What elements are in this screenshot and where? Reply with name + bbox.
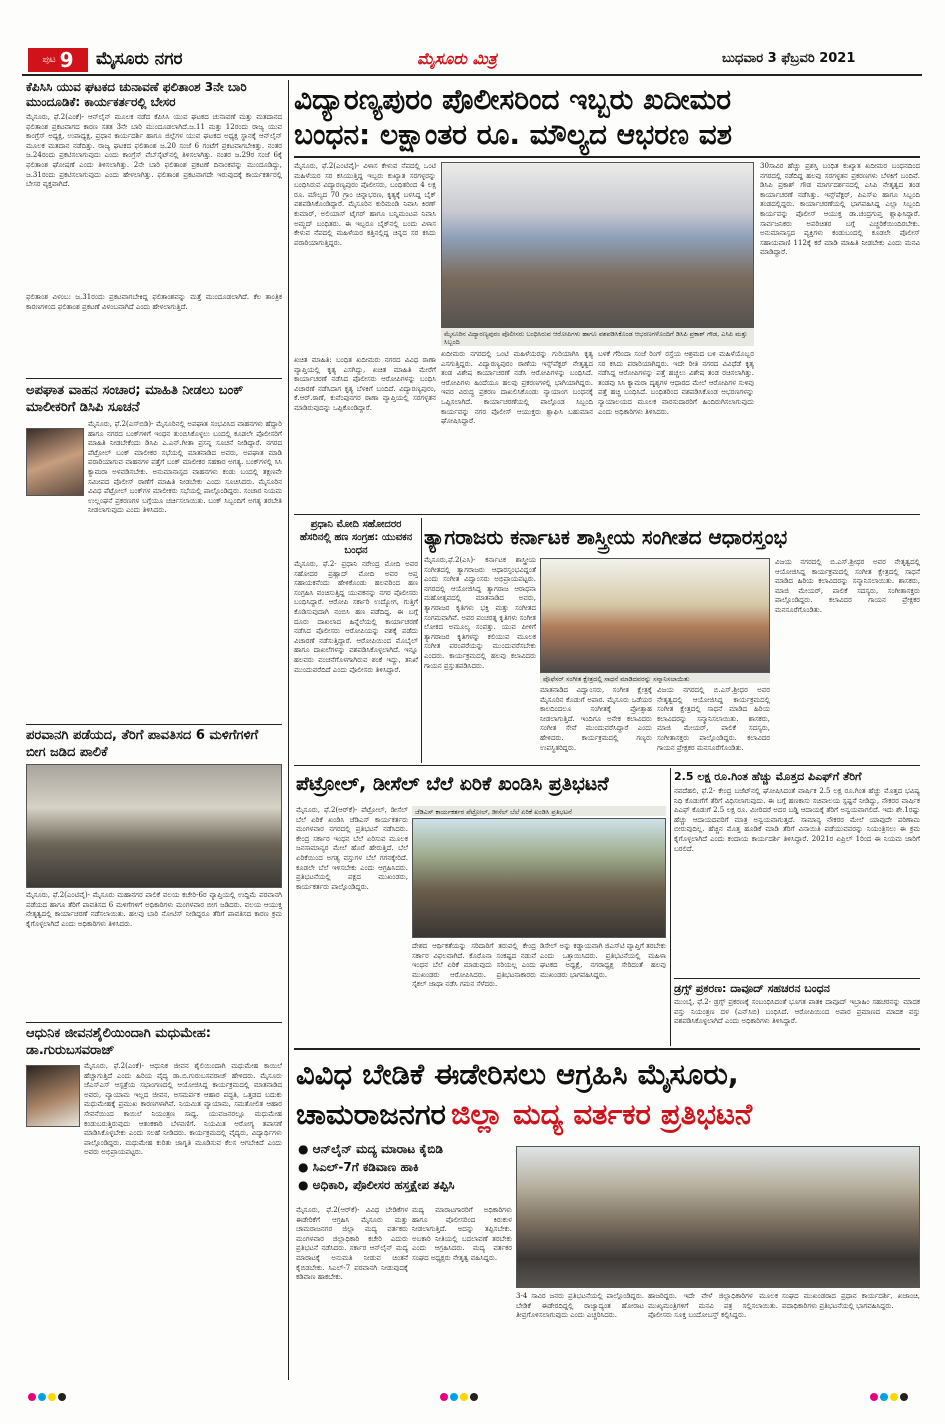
divider [26, 378, 282, 379]
body: ಮುಂಬೈ, ಫೆ.2- ಡ್ರಗ್ಸ್ ಪ್ರಕರಣಕ್ಕೆ ಸಂಬಂಧಿಸಿದಂತೆ ಭೂಗತ ಪಾತಕಿ ದಾವೂದ್ ಇಬ್ರಾಹಿಂ ಸಹಚರನನ್ನು ಮಾದಕ ವಸ್ತು ನಿಯಂತ್ರಣ ದಳ (ಎನ್‌ಸಿಬಿ) ಬಂಧಿಸಿದೆ. ಆರೋಪಿಯಿಂದ ಅಪಾರ ಪ್ರಮಾಣದ ಮಾದಕ ವಸ್ತು ವಶಪಡಿಸಿಕೊಳ್ಳಲಾಗಿದೆ ಎಂದು ಅಧಿಕಾರಿಗಳು ತಿಳಿಸಿದ್ದಾರೆ. [674, 998, 920, 1026]
music-body-right: ವಿಜಯ ನಗರದಲ್ಲಿ ಬಿ.ಎಸ್.ಶ್ರೀಧರ ಅವರ ನೇತೃತ್ವದಲ್ಲಿ ಆಯೋಜಿಸಿದ್ದ ಕಾರ್ಯಕ್ರಮದಲ್ಲಿ ಸಂಗೀತ ಕ್ಷೇತ್ರದಲ್ಲಿ ಸಾಧನೆ ಮಾಡಿದ ಹಿರಿಯ ಕಲಾವಿದರನ್ನು ಸನ್ಮಾನಿಸಲಾಯಿತು. ಶಾಸಕರು, ಮಾಜಿ ಮೇಯರ್, ಪಾಲಿಕೆ ಸದಸ್ಯರು, ಸಂಗೀತಾಸಕ್ತರು ಪಾಲ್ಗೊಂಡಿದ್ದರು. ಕಲಾವಿದರ ಗಾಯನ ಪ್ರೇಕ್ಷಕರ ಮನಸೂರೆಗೊಂಡಿತು. [775, 558, 920, 614]
bullet-text: ಅಧಿಕಾರಿ, ಪೊಲೀಸರ ಹಸ್ತಕ್ಷೇಪ ತಪ್ಪಿಸಿ [312, 1178, 455, 1192]
headline-line2-black: ಚಾಮರಾಜನಗರ [296, 1097, 446, 1131]
liquor-protest-photo [516, 1146, 920, 1288]
col1-story-youth [26, 80, 282, 378]
cmyk-dot [58, 1393, 66, 1401]
headline: ಡ್ರಗ್ಸ್ ಪ್ರಕರಣ: ದಾವೂದ್ ಸಹಚರನ ಬಂಧನ [674, 982, 830, 995]
cmyk-dot [48, 1393, 56, 1401]
liquor-body-1: ಮೈಸೂರು, ಫೆ.2(ಆರ್‌ಕೆ)- ವಿವಿಧ ಬೇಡಿಕೆಗಳ ಈಡೇರಿಕೆಗೆ ಆಗ್ರಹಿಸಿ ಮೈಸೂರು ಮತ್ತು ಚಾಮರಾಜನಗರ ಜಿಲ್ಲಾ ಮದ್ಯ ವರ್ತಕರು ಮಂಗಳವಾರ ಜಿಲ್ಲಾಧಿಕಾರಿ ಕಚೇರಿ ಎದುರು ಪ್ರತಿಭಟನೆ ನಡೆಸಿದರು. ಸರ್ಕಾರ ಆನ್‌ಲೈನ್ ಮದ್ಯ ಮಾರಾಟಕ್ಕೆ ಅನುಮತಿ ನೀಡುವ ಚಿಂತನೆ ಕೈಬಿಡಬೇಕು. ಸಿಎಲ್-7 ಪರವಾನಗಿ ನೀಡುವುದಕ್ಕೆ ಕಡಿವಾಣ ಹಾಕಬೇಕು. [296, 1206, 408, 1282]
bullet-item: ● ಆನ್‌ಲೈನ್ ಮದ್ಯ ಮಾರಾಟ ಕೈಬಿಡಿ [298, 1142, 443, 1156]
liquor-body-4: ಹಾಜರಿದ್ದರು. ಇದೇ ವೇಳೆ ಜಿಲ್ಲಾಧಿಕಾರಿಗಳ ಮೂಲಕ ಮುಖ್ಯಮಂತ್ರಿಗಳಿಗೆ ಮನವಿ ಪತ್ರ ಸಲ್ಲಿಸಲಾಯಿತು. ಪೊಲೀಸರು ಸೂಕ್ತ ಬಂದೋಬಸ್ತ್ ಕಲ್ಪಿಸಿದ್ದರು. [648, 1292, 778, 1320]
petrol-photo-caption: ಜೆಡಿಎಸ್ ಕಾರ್ಯಕರ್ತರ ಪೆಟ್ರೋಲ್, ಡೀಸೆಲ್ ಬೆಲೆ ಏರಿಕೆ ಖಂಡಿಸಿ ಪ್ರತಿಭಟನೆ [412, 806, 666, 816]
sealed-shops-photo [26, 764, 282, 888]
liquor-bullets [298, 1140, 508, 1194]
divider [294, 514, 920, 515]
bullet-text: ಆನ್‌ಲೈನ್ ಮದ್ಯ ಮಾರಾಟ ಕೈಬಿಡಿ [312, 1142, 443, 1156]
headline: ಕೆಪಿಸಿಸಿ ಯುವ ಘಟಕದ ಚುನಾವಣೆ ಫಲಿತಾಂಶ 3ನೇ ಬಾರಿ ಮುಂದೂಡಿಕೆ: ಕಾರ್ಯಕರ್ತರಲ್ಲಿ ಬೇಸರ [26, 80, 247, 109]
subsection: ಫಲಿತಾಂಶ ವಿಳಂಬ: ಜ.31ರಂದು ಪ್ರಕಟವಾಗಬೇಕಿದ್ದ ಫಲಿತಾಂಶವನ್ನು ಮತ್ತೆ ಮುಂದೂಡಲಾಗಿದೆ. ಕೆಲ ತಾಂತ್ರಿಕ ಕಾರಣಗಳಿಂದ ಫಲಿತಾಂಶ ಪ್ರಕಟಣೆ ವಿಳಂಬವಾಗಿದೆ ಎಂದು ಹೇಳಲಾಗುತ್ತಿದೆ. [26, 293, 282, 311]
petrol-protest-photo [412, 818, 666, 938]
petrol-headline: ಪೆಟ್ರೋಲ್, ಡೀಸೆಲ್ ಬೆಲೆ ಏರಿಕೆ ಖಂಡಿಸಿ ಪ್ರತಿಭಟನೆ [296, 773, 609, 795]
page-number: 9 [59, 48, 74, 72]
headline: ಪರವಾನಗಿ ಪಡೆಯದ, ತೆರಿಗೆ ಪಾವತಿಸದ 6 ಮಳಿಗೆಗಳಿಗೆ ಬೀಗ ಜಡಿದ ಪಾಲಿಕೆ [26, 728, 259, 760]
col1-story-diabetes [26, 1025, 282, 1392]
bullet-text: ಸಿಎಲ್-7ಗೆ ಕಡಿವಾಣ ಹಾಕಿ [312, 1160, 419, 1174]
divider [26, 1022, 282, 1023]
cmyk-dot [450, 1393, 458, 1401]
lead-photo-caption: ಮೈಸೂರಿನ ವಿದ್ಯಾರಣ್ಯಪುರಂ ಪೊಲೀಸರು ಬಂಧಿಸಿರುವ ಆರೋಪಿಗಳು ಹಾಗೂ ವಶಪಡಿಸಿಕೊಂಡ ಆಭರಣಗಳೊಂದಿಗೆ ಡಿಸಿಪಿ ಪ್ರಕಾಶ್ ಗೌಡ, ಎಸಿಪಿ ಮತ್ತು ಸಿಬ್ಬಂದಿ [441, 328, 754, 346]
lead-body-left: ಮೈಸೂರು, ಫೆ.2(ಎಂಟಿವೈ)- ವಿಳಾಸ ಕೇಳುವ ನೆಪದಲ್ಲಿ ಒಂಟಿ ಮಹಿಳೆಯರ ಸರ ಕಸಿಯುತ್ತಿದ್ದ ಇಬ್ಬರು ಕುಖ್ಯಾತ ಸರಗಳ್ಳರನ್ನು ಬಂಧಿಸಿರುವ ವಿದ್ಯಾರಣ್ಯಪುರಂ ಪೊಲೀಸರು, ಬಂಧಿತರಿಂದ 4 ಲಕ್ಷ ರೂ. ಮೌಲ್ಯದ 70 ಗ್ರಾಂ ಚಿನ್ನಾಭರಣ, ಕೃತ್ಯಕ್ಕೆ ಬಳಸಿದ್ದ ಬೈಕ್ ವಶಪಡಿಸಿಕೊಂಡಿದ್ದಾರೆ. ಮೈಸೂರಿನ ಕುರಿಮಂಡಿ ನಿವಾಸಿ ಕಿರಣ್ ಕುಮಾರ್, ಅಲಿಯಾಸ್ ಟೈಗರ್ ಹಾಗೂ ಬನ್ನಿಮಂಟಪ ನಿವಾಸಿ ಅಮ್ಜದ್ ಬಂಧಿತರು. ಈ ಇಬ್ಬರೂ ಬೈಕ್‌ನಲ್ಲಿ ಬಂದು ವಿಳಾಸ ಕೇಳುವ ನೆಪದಲ್ಲಿ ಮಹಿಳೆಯರ ಕತ್ತಿನಲ್ಲಿದ್ದ ಚಿನ್ನದ ಸರ ಕಸಿದು ಪರಾರಿಯಾಗುತ್ತಿದ್ದರು. [294, 162, 436, 247]
bullet-item: ● ಅಧಿಕಾರಿ, ಪೊಲೀಸರ ಹಸ್ತಕ್ಷೇಪ ತಪ್ಪಿಸಿ [298, 1178, 455, 1192]
cmyk-dot [460, 1393, 468, 1401]
lead-headline-line1: ವಿದ್ಯಾರಣ್ಯಪುರಂ ಪೊಲೀಸರಿಂದ ಇಬ್ಬರು ಖದೀಮರ [294, 83, 732, 116]
cmyk-dot [900, 1393, 908, 1401]
cmyk-dot [38, 1393, 46, 1401]
registration-marks-left [28, 1386, 68, 1405]
registration-marks-right [870, 1386, 910, 1405]
music-photo-caption: ಪ್ರೊಫೆಸರ್ ಸಂಗೀತ ಕ್ಷೇತ್ರದಲ್ಲಿ ಸಾಧನೆ ಮಾಡಿದವರನ್ನು ಸನ್ಮಾನಿಸಲಾಯಿತು [540, 673, 770, 683]
lead-body-right: ಬಳಕೆ ಗೆರಿಂದಾ ಸಂಜೆ ರಿಂಗ್ ರಸ್ತೆಯ ಆಶ್ರಮದ ಬಳಿ ಮಹಿಳೆಯೊಬ್ಬರ ಸರ ಕಸಿದು ಪರಾರಿಯಾಗಿದ್ದರು. ಇದೇ ರೀತಿ ನಗರದ ವಿವಿಧೆಡೆ ಕೃತ್ಯ ನಡೆಸಿದ್ದ ಆರೋಪಿಗಳನ್ನು ಪತ್ತೆ ಹಚ್ಚಲು ವಿಶೇಷ ತಂಡ ರಚಿಸಲಾಗಿತ್ತು. ತಂಡವು ಸಿಸಿ ಕ್ಯಾಮರಾ ದೃಶ್ಯಗಳ ಆಧಾರದ ಮೇಲೆ ಆರೋಪಿಗಳ ಸುಳಿವು ಪತ್ತೆ ಹಚ್ಚಿ ಬಂಧಿಸಿದೆ. ಬಂಧಿತರಿಂದ ವಶಪಡಿಸಿಕೊಂಡ ಆಭರಣಗಳನ್ನು ನ್ಯಾಯಾಲಯದ ಮೂಲಕ ವಾರಸುದಾರರಿಗೆ ಹಿಂದಿರುಗಿಸಲಾಗುವುದು ಎಂದು ಅಧಿಕಾರಿಗಳು ತಿಳಿಸಿದರು. [598, 350, 754, 416]
masthead: ಮೈಸೂರು ಮಿತ್ರ [417, 49, 497, 68]
petrol-body-right: ಡಿಸೇಲ್ ಅನ್ನು ಕಡ್ಡಾಯವಾಗಿ ಜಿಎಸ್‌ಟಿ ವ್ಯಾಪ್ತಿಗೆ ತರಬೇಕು ಎಂದು ಒತ್ತಾಯಿಸಿದರು. ಪ್ರತಿಭಟನೆಯಲ್ಲಿ ಮಹಿಳಾ ಘಟಕದ ಅಧ್ಯಕ್ಷೆ, ನಗರಾಧ್ಯಕ್ಷ ಸೇರಿದಂತೆ ಹಲವು ಮುಖಂಡರು ಭಾಗವಹಿಸಿದ್ದರು. [540, 942, 666, 979]
liquor-body-5: ಸಂಘದ ಮುಖಂಡರಾದ ಪ್ರಧಾನ ಕಾರ್ಯದರ್ಶಿ, ಖಜಾಂಚಿ, ಪದಾಧಿಕಾರಿಗಳು ಪ್ರತಿಭಟನೆಯಲ್ಲಿ ಭಾಗವಹಿಸಿದ್ದರು. [782, 1292, 920, 1310]
music-body-mid2: ವಿಜಯ ನಗರದಲ್ಲಿ ಬಿ.ಎಸ್.ಶ್ರೀಧರ ಅವರ ನೇತೃತ್ವದಲ್ಲಿ ಆಯೋಜಿಸಿದ್ದ ಕಾರ್ಯಕ್ರಮದಲ್ಲಿ ಸಂಗೀತ ಕ್ಷೇತ್ರದಲ್ಲಿ ಸಾಧನೆ ಮಾಡಿದ ಹಿರಿಯ ಕಲಾವಿದರನ್ನು ಸನ್ಮಾನಿಸಲಾಯಿತು. ಶಾಸಕರು, ಮಾಜಿ ಮೇಯರ್, ಪಾಲಿಕೆ ಸದಸ್ಯರು, ಸಂಗೀತಾಸಕ್ತರು ಪಾಲ್ಗೊಂಡಿದ್ದರು. ಕಲಾವಿದರ ಗಾಯನ ಪ್ರೇಕ್ಷಕರ ಮನಸೂರೆಗೊಂಡಿತು. [657, 686, 770, 752]
issue-date: ಬುಧವಾರ 3 ಫೆಬ್ರವರಿ 2021 [722, 51, 856, 66]
page-label: ಪುಟ [42, 55, 56, 65]
column-rule [288, 80, 289, 1380]
body: ನವದೆಹಲಿ, ಫೆ.2- ಕೇಂದ್ರ ಬಜೆಟ್‌ನಲ್ಲಿ ಘೋಷಿಸಿದಂತೆ ವಾರ್ಷಿಕ 2.5 ಲಕ್ಷ ರೂ.ಗಿಂತ ಹೆಚ್ಚು ಮೊತ್ತದ ಭವಿಷ್ಯ ನಿಧಿ ಕೊಡುಗೆಗೆ ತೆರಿಗೆ ವಿಧಿಸಲಾಗುವುದು. ಈ ಬಗ್ಗೆ ಹಣಕಾಸು ಸಚಿವಾಲಯ ಸ್ಪಷ್ಟನೆ ನೀಡಿದ್ದು, ನೌಕರರ ವಾರ್ಷಿಕ ಪಿಎಫ್ ಕೊಡುಗೆ 2.5 ಲಕ್ಷ ರೂ. ಮೀರಿದರೆ ಅದರ ಬಡ್ಡಿ ಆದಾಯಕ್ಕೆ ತೆರಿಗೆ ಅನ್ವಯವಾಗಲಿದೆ. ಇದು ಶೇ.1ರಷ್ಟು ಹೆಚ್ಚು ಆದಾಯದವರಿಗೆ ಮಾತ್ರ ಅನ್ವಯವಾಗುತ್ತದೆ. ಸಾಮಾನ್ಯ ನೌಕರರ ಮೇಲೆ ಯಾವುದೇ ಪರಿಣಾಮ ಬೀರುವುದಿಲ್ಲ. ಹೆಚ್ಚಿನ ಮೊತ್ತ ಹೂಡಿಕೆ ಮಾಡಿ ತೆರಿಗೆ ವಿನಾಯಿತಿ ಪಡೆಯುವವರನ್ನು ನಿಯಂತ್ರಿಸಲು ಈ ಕ್ರಮ ಕೈಗೊಳ್ಳಲಾಗಿದೆ ಎಂದು ಕಂದಾಯ ಕಾರ್ಯದರ್ಶಿ ತಿಳಿಸಿದ್ದಾರೆ. 2021ರ ಏಪ್ರಿಲ್ 1ರಿಂದ ಈ ನಿಯಮ ಜಾರಿಗೆ ಬರಲಿದೆ. [674, 787, 920, 853]
divider [294, 156, 920, 158]
divider [294, 765, 920, 766]
body: ಮೈಸೂರು, ಫೆ.2(ಎಂಕೆ)- ಆಧುನಿಕ ಜೀವನ ಶೈಲಿಯಿಂದಾಗಿ ಮಧುಮೇಹ ಕಾಯಿಲೆ ಹೆಚ್ಚಾಗುತ್ತಿದೆ ಎಂದು ಹಿರಿಯ ವೈದ್ಯ ಡಾ.ಬಿ.ಗುರುಬಸವರಾಜ್ ಹೇಳಿದರು. ಮೈಸೂರು ಜೆಎಸ್‌ಎಸ್ ಆಸ್ಪತ್ರೆಯ ಸಭಾಂಗಣದಲ್ಲಿ ಆಯೋಜಿಸಿದ್ದ ಕಾರ್ಯಕ್ರಮದಲ್ಲಿ ಮಾತನಾಡಿದ ಅವರು, ವ್ಯಾಯಾಮ ಇಲ್ಲದ ಜೀವನ, ಅಸಮರ್ಪಕ ಆಹಾರ ಪದ್ಧತಿ, ಒತ್ತಡದ ಬದುಕು ಮಧುಮೇಹಕ್ಕೆ ಪ್ರಮುಖ ಕಾರಣಗಳಾಗಿವೆ. ನಿಯಮಿತ ವ್ಯಾಯಾಮ, ಸಮತೋಲಿತ ಆಹಾರ ಸೇವನೆಯಿಂದ ಕಾಯಿಲೆ ನಿಯಂತ್ರಣ ಸಾಧ್ಯ. ಯುವಜನರಲ್ಲೂ ಮಧುಮೇಹ ಕಂಡುಬರುತ್ತಿರುವುದು ಆತಂಕಕಾರಿ ಬೆಳವಣಿಗೆ. ನಿಯಮಿತ ಆರೋಗ್ಯ ತಪಾಸಣೆ ಮಾಡಿಸಿಕೊಳ್ಳಬೇಕು ಎಂದು ಸಲಹೆ ನೀಡಿದರು. ಕಾರ್ಯಕ್ರಮದಲ್ಲಿ ವೈದ್ಯರು, ವಿದ್ಯಾರ್ಥಿಗಳು ಪಾಲ್ಗೊಂಡಿದ್ದರು. ಮಧುಮೇಹ ಕುರಿತು ಜಾಗೃತಿ ಮೂಡಿಸುವ ಕೆಲಸ ಆಗಬೇಕಿದೆ ಎಂದು ಅವರು ಅಭಿಪ್ರಾಯಪಟ್ಟರು. [84, 1062, 282, 1157]
liquor-headline [296, 1054, 920, 1134]
lead-body-far: 30ಸಾವಿರ ಹೆಚ್ಚು ಪ್ರಶಸ್ತಿ ಬಂಧಿತ ಕುಖ್ಯಾತ ಖದೀಮರ ಬಂಧನದಿಂದ ನಗರದಲ್ಲಿ ನಡೆದಿದ್ದ ಹಲವು ಸರಗಳ್ಳತನ ಪ್ರಕರಣಗಳು ಬೆಳಕಿಗೆ ಬಂದಿವೆ. ಡಿಸಿಪಿ ಪ್ರಕಾಶ್ ಗೌಡ ಮಾರ್ಗದರ್ಶನದಲ್ಲಿ ಎಸಿಪಿ ನೇತೃತ್ವದ ತಂಡ ಕಾರ್ಯಾಚರಣೆ ನಡೆಸಿತ್ತು. ಇನ್ಸ್‌ಪೆಕ್ಟರ್, ಪಿಎಸ್‌ಐ ಹಾಗೂ ಸಿಬ್ಬಂದಿ ತಂಡದಲ್ಲಿದ್ದರು. ಕಾರ್ಯಾಚರಣೆಯಲ್ಲಿ ಭಾಗವಹಿಸಿದ್ದ ಎಲ್ಲಾ ಸಿಬ್ಬಂದಿ ಕಾರ್ಯವನ್ನು ಪೊಲೀಸ್ ಆಯುಕ್ತ ಡಾ.ಚಂದ್ರಗುಪ್ತ ಶ್ಲಾಘಿಸಿದ್ದಾರೆ. ಸಾರ್ವಜನಿಕರು ಅಪರಿಚಿತರ ಬಗ್ಗೆ ಎಚ್ಚರಿಕೆಯಿಂದಿರಬೇಕು. ಅನುಮಾನಾಸ್ಪದ ವ್ಯಕ್ತಿಗಳು ಕಂಡುಬಂದಲ್ಲಿ ಕೂಡಲೇ ಪೊಲೀಸ್ ಸಹಾಯವಾಣಿ 112ಕ್ಕೆ ಕರೆ ಮಾಡಿ ಮಾಹಿತಿ ನೀಡಬೇಕು ಎಂದು ಮನವಿ ಮಾಡಿದ್ದಾರೆ. [760, 162, 920, 257]
body: ಮೈಸೂರು, ಫೆ.2- ಪ್ರಧಾನಿ ನರೇಂದ್ರ ಮೋದಿ ಅವರ ಸಹೋದರ ಪ್ರಹ್ಲಾದ್ ಮೋದಿ ಅವರ ಆಪ್ತ ಸಹಾಯಕನೆಂದು ಹೇಳಿಕೊಂಡು ಹಲವರಿಂದ ಹಣ ಸಂಗ್ರಹಿಸಿ ವಂಚಿಸುತ್ತಿದ್ದ ಯುವಕನನ್ನು ನಗರ ಪೊಲೀಸರು ಬಂಧಿಸಿದ್ದಾರೆ. ಆರೋಪಿ ಸರ್ಕಾರಿ ಉದ್ಯೋಗ, ಗುತ್ತಿಗೆ ಕೊಡಿಸುವುದಾಗಿ ನಂಬಿಸಿ ಹಣ ಪಡೆದಿದ್ದ. ಈ ಬಗ್ಗೆ ದೂರು ದಾಖಲಾದ ಹಿನ್ನೆಲೆಯಲ್ಲಿ ಕಾರ್ಯಾಚರಣೆ ನಡೆಸಿದ ಪೊಲೀಸರು ಆರೋಪಿಯನ್ನು ವಶಕ್ಕೆ ಪಡೆದು ವಿಚಾರಣೆ ನಡೆಸುತ್ತಿದ್ದಾರೆ. ಆರೋಪಿಯಿಂದ ಮೊಬೈಲ್ ಹಾಗೂ ದಾಖಲೆಗಳನ್ನು ವಶಪಡಿಸಿಕೊಳ್ಳಲಾಗಿದೆ. ಇನ್ನೂ ಹಲವರು ವಂಚನೆಗೊಳಗಾಗಿರುವ ಶಂಕೆ ಇದ್ದು, ತನಿಖೆ ಮುಂದುವರೆದಿದೆ ಎಂದು ಪೊಲೀಸರು ತಿಳಿಸಿದ್ದಾರೆ. [294, 560, 418, 674]
petrol-body-mid: ದೇಶದ ಆರ್ಥಿಕತೆಯನ್ನು ಸರಿದಾರಿಗೆ ತರುವಲ್ಲಿ ಕೇಂದ್ರ ಸರ್ಕಾರ ವಿಫಲವಾಗಿದೆ. ಕೊರೊನಾ ಸಂಕಷ್ಟದ ನಡುವೆ ಇಂಧನ ಬೆಲೆ ಏರಿಕೆ ಮಾಡುವುದು ಸರಿಯಲ್ಲ ಎಂದು ಮುಖಂಡರು ಆರೋಪಿಸಿದರು. ಪ್ರತಿಭಟನಾಕಾರರು ಸೈಕಲ್ ಜಾಥಾ ನಡೆಸಿ ಗಮನ ಸೆಳೆದರು. [412, 942, 536, 989]
lead-body-mid: ಖದೀಮರು ನಗರದಲ್ಲಿ ಒಂಟಿ ಮಹಿಳೆಯರನ್ನು ಗುರಿಯಾಗಿಸಿ ಕೃತ್ಯ ಎಸಗುತ್ತಿದ್ದರು. ವಿದ್ಯಾರಣ್ಯಪುರಂ ಠಾಣೆಯ ಇನ್ಸ್‌ಪೆಕ್ಟರ್ ನೇತೃತ್ವದ ತಂಡ ವಿಶೇಷ ಕಾರ್ಯಾಚರಣೆ ನಡೆಸಿ ಆರೋಪಿಗಳನ್ನು ಬಂಧಿಸಿದೆ. ಆರೋಪಿಗಳು ಹಿಂದೆಯೂ ಹಲವು ಪ್ರಕರಣಗಳಲ್ಲಿ ಭಾಗಿಯಾಗಿದ್ದರು. ಇವರ ವಿರುದ್ಧ ಪ್ರಕರಣ ದಾಖಲಿಸಿಕೊಂಡು ನ್ಯಾಯಾಂಗ ಬಂಧನಕ್ಕೆ ಒಪ್ಪಿಸಲಾಗಿದೆ. ಕಾರ್ಯಾಚರಣೆಯಲ್ಲಿ ಪಾಲ್ಗೊಂಡ ಸಿಬ್ಬಂದಿ ಕಾರ್ಯವನ್ನು ನಗರ ಪೊಲೀಸ್ ಆಯುಕ್ತರು ಶ್ಲಾಘಿಸಿ ಬಹುಮಾನ ಘೋಷಿಸಿದ್ದಾರೆ. [441, 350, 593, 426]
headline-line2-red: ಜಿಲ್ಲಾ ಮದ್ಯ ವರ್ತಕರ ಪ್ರತಿಭಟನೆ [450, 1097, 753, 1131]
body: ಮೈಸೂರು, ಫೆ.2(ಎಂಟಿವೈ)- ಮೈಸೂರು ಮಹಾನಗರ ಪಾಲಿಕೆ ವಲಯ ಕಚೇರಿ-6ರ ವ್ಯಾಪ್ತಿಯಲ್ಲಿ ಉದ್ದಿಮೆ ಪರವಾನಗಿ ಪಡೆಯದ ಹಾಗೂ ತೆರಿಗೆ ಪಾವತಿಸದ 6 ಮಳಿಗೆಗಳಿಗೆ ಅಧಿಕಾರಿಗಳು ಮಂಗಳವಾರ ಬೀಗ ಜಡಿದರು. ವಲಯ ಆಯುಕ್ತ ನೇತೃತ್ವದಲ್ಲಿ ಕಾರ್ಯಾಚರಣೆ ನಡೆಸಲಾಯಿತು. ಹಲವು ಬಾರಿ ನೋಟಿಸ್ ನೀಡಿದ್ದರೂ ತೆರಿಗೆ ಪಾವತಿಸದ ಕಾರಣ ಕ್ರಮ ಕೈಗೊಳ್ಳಲಾಗಿದೆ ಎಂದು ಅಧಿಕಾರಿಗಳು ತಿಳಿಸಿದರು. [26, 891, 282, 928]
petrol-body-left: ಮೈಸೂರು, ಫೆ.2(ಆರ್‌ಕೆ)- ಪೆಟ್ರೋಲ್, ಡೀಸೆಲ್ ಬೆಲೆ ಏರಿಕೆ ಖಂಡಿಸಿ ಜೆಡಿಎಸ್ ಕಾರ್ಯಕರ್ತರು ಮಂಗಳವಾರ ನಗರದಲ್ಲಿ ಪ್ರತಿಭಟನೆ ನಡೆಸಿದರು. ಕೇಂದ್ರ ಸರ್ಕಾರ ಇಂಧನ ಬೆಲೆ ಏರಿಸುವ ಮೂಲಕ ಜನಸಾಮಾನ್ಯರ ಮೇಲೆ ಹೊರೆ ಹೇರುತ್ತಿದೆ. ಬೆಲೆ ಏರಿಕೆಯಿಂದ ಅಗತ್ಯ ವಸ್ತುಗಳ ಬೆಲೆ ಗಗನಕ್ಕೇರಿದೆ. ಕೂಡಲೇ ಬೆಲೆ ಇಳಿಸಬೇಕು ಎಂದು ಆಗ್ರಹಿಸಿದರು. ಪ್ರತಿಭಟನೆಯಲ್ಲಿ ಪಕ್ಷದ ಮುಖಂಡರು, ಕಾರ್ಯಕರ್ತರು ಪಾಲ್ಗೊಂಡಿದ್ದರು. [296, 806, 408, 891]
divider [294, 1048, 920, 1050]
bullet-item: ● ಸಿಎಲ್-7ಗೆ ಕಡಿವಾಣ ಹಾಕಿ [298, 1160, 419, 1174]
body: ಮೈಸೂರು, ಫೆ.2(ಎಸ್‌ಬಿಡಿ)- ಮೈಸೂರಿನಲ್ಲಿ ಅಪಘಾತ ಸಂಭವಿಸಿದ ವಾಹನಗಳು ಹೆದ್ದಾರಿ ಹಾಗೂ ನಗರದ ಬಂಕ್‌ಗಳಿಗೆ ಇಂಧನ ತುಂಬಿಸಿಕೊಳ್ಳಲು ಬಂದಲ್ಲಿ ಕೂಡಲೇ ಪೊಲೀಸರಿಗೆ ಮಾಹಿತಿ ನೀಡಬೇಕೆಂದು ಡಿಸಿಪಿ ಎ.ಎನ್.ಗೀತಾ ಪ್ರಸನ್ನ ಸೂಚನೆ ನೀಡಿದ್ದಾರೆ. ನಗರದ ಪೆಟ್ರೋಲ್ ಬಂಕ್ ಮಾಲೀಕರ ಸಭೆಯಲ್ಲಿ ಮಾತನಾಡಿದ ಅವರು, ಅಪಘಾತ ಮಾಡಿ ಪರಾರಿಯಾಗುವ ವಾಹನಗಳ ಪತ್ತೆಗೆ ಬಂಕ್ ಮಾಲೀಕರ ಸಹಕಾರ ಅಗತ್ಯ. ಬಂಕ್‌ಗಳಲ್ಲಿ ಸಿಸಿ ಕ್ಯಾಮರಾ ಅಳವಡಿಸಬೇಕು. ಅನುಮಾನಾಸ್ಪದ ವಾಹನಗಳು ಕಂಡು ಬಂದಲ್ಲಿ ತಕ್ಷಣವೇ ಸಮೀಪದ ಪೊಲೀಸ್ ಠಾಣೆಗೆ ಮಾಹಿತಿ ನೀಡಬೇಕು ಎಂದು ಸೂಚಿಸಿದರು. ಮೈಸೂರಿನ ವಿವಿಧ ಪೆಟ್ರೋಲ್ ಬಂಕ್‌ಗಳ ಮಾಲೀಕರು ಸಭೆಯಲ್ಲಿ ಪಾಲ್ಗೊಂಡಿದ್ದರು. ಸಂಚಾರ ನಿಯಮ ಉಲ್ಲಂಘನೆ ಪ್ರಕರಣಗಳ ಬಗ್ಗೆಯೂ ಚರ್ಚಿಸಲಾಯಿತು. ಬಂಕ್ ಸಿಬ್ಬಂದಿಗೆ ಅಗತ್ಯ ತರಬೇತಿ ನೀಡಲಾಗುವುದು ಎಂದು ತಿಳಿಸಿದರು. [88, 420, 282, 515]
music-event-photo [540, 558, 770, 673]
col1-story-shops [26, 727, 282, 1017]
dcp-portrait [26, 428, 84, 496]
cmyk-dot [470, 1393, 478, 1401]
pf-story [674, 770, 920, 977]
cmyk-dot [870, 1393, 878, 1401]
doctor-portrait [26, 1065, 80, 1127]
headline: ಆಧುನಿಕ ಜೀವನಶೈಲಿಯಿಂದಾಗಿ ಮಧುಮೇಹ: ಡಾ.ಗುರುಬಸವರಾಜ್ [26, 1026, 211, 1058]
lead-subsection: ಖಚಿತ ಮಾಹಿತಿ: ಬಂಧಿತ ಖದೀಮರು ನಗರದ ವಿವಿಧ ಠಾಣಾ ವ್ಯಾಪ್ತಿಯಲ್ಲಿ ಕೃತ್ಯ ಎಸಗಿದ್ದು, ಖಚಿತ ಮಾಹಿತಿ ಮೇರೆಗೆ ಕಾರ್ಯಾಚರಣೆ ನಡೆಸಿದ ಪೊಲೀಸರು ಆರೋಪಿಗಳನ್ನು ಬಂಧಿಸಿ ವಿಚಾರಣೆ ನಡೆಸಿದಾಗ ಕೃತ್ಯ ಬೆಳಕಿಗೆ ಬಂದಿದೆ. ವಿದ್ಯಾರಣ್ಯಪುರಂ, ಕೆ.ಆರ್.ಠಾಣೆ, ಕುವೆಂಪುನಗರ ಠಾಣಾ ವ್ಯಾಪ್ತಿಯಲ್ಲಿ ಸರಗಳ್ಳತನ ಮಾಡಿರುವುದನ್ನು ಒಪ್ಪಿಕೊಂಡಿದ್ದಾರೆ. [294, 356, 436, 412]
headline-line1: ವಿವಿಧ ಬೇಡಿಕೆ ಈಡೇರಿಸಲು ಆಗ್ರಹಿಸಿ ಮೈಸೂರು, [296, 1057, 739, 1091]
lead-headline-line2: ಬಂಧನ: ಲಕ್ಷಾಂತರ ರೂ. ಮೌಲ್ಯದ ಆಭರಣ ವಶ [294, 118, 733, 151]
page-header [22, 46, 922, 76]
music-headline: ತ್ಯಾಗರಾಜರು ಕರ್ನಾಟಕ ಶಾಸ್ತ್ರೀಯ ಸಂಗೀತದ ಆಧಾರಸ್ತಂಭ [424, 525, 788, 549]
registration-marks-center [440, 1386, 480, 1405]
pm-story [294, 518, 418, 760]
column-rule [670, 768, 671, 1046]
cmyk-dot [880, 1393, 888, 1401]
drugs-story [674, 982, 920, 1044]
section-title: ಮೈಸೂರು ನಗರ [96, 49, 183, 69]
music-body-mid: ಮಾತನಾಡಿದ ವಿದ್ವಾಂಸರು, ಸಂಗೀತ ಕ್ಷೇತ್ರಕ್ಕೆ ಮೈಸೂರಿನ ಕೊಡುಗೆ ಅಪಾರ. ಮೈಸೂರು ಒಡೆಯರ ಕಾಲದಿಂದಲೂ ಸಂಗೀತಕ್ಕೆ ಪ್ರೋತ್ಸಾಹ ನೀಡಲಾಗುತ್ತಿದೆ. ಇಂದಿಗೂ ಅನೇಕ ಕಲಾವಿದರು ಸಂಗೀತ ಸೇವೆ ಮುಂದುವರೆಸಿದ್ದಾರೆ ಎಂದು ಹೇಳಿದರು. ಕಾರ್ಯಕ್ರಮದಲ್ಲಿ ಗಣ್ಯರು ಉಪಸ್ಥಿತರಿದ್ದರು. [540, 686, 652, 752]
col1-story-accident [26, 382, 282, 738]
liquor-body-2: ಮದ್ಯ ಮಾರಾಟಗಾರರಿಗೆ ಅಧಿಕಾರಿಗಳು ಹಾಗೂ ಪೊಲೀಸರಿಂದ ಕಿರುಕುಳ ನೀಡಲಾಗುತ್ತಿದೆ. ಅದನ್ನು ತಪ್ಪಿಸಬೇಕು. ಅಬಕಾರಿ ನೀತಿಯಲ್ಲಿ ಬದಲಾವಣೆ ತರಬೇಕು ಎಂದು ಆಗ್ರಹಿಸಿದರು. ಮದ್ಯ ವರ್ತಕರ ಸಂಘದ ಅಧ್ಯಕ್ಷರು ನೇತೃತ್ವ ವಹಿಸಿದ್ದರು. [412, 1206, 512, 1262]
liquor-body-3: 3-4 ಸಾವಿರ ಜನರು ಪ್ರತಿಭಟನೆಯಲ್ಲಿ ಪಾಲ್ಗೊಂಡಿದ್ದರು. ಬೇಡಿಕೆ ಈಡೇರದಿದ್ದಲ್ಲಿ ರಾಜ್ಯಾದ್ಯಂತ ಹೋರಾಟ ತೀವ್ರಗೊಳಿಸಲಾಗುವುದು ಎಂದು ಎಚ್ಚರಿಸಿದರು. [516, 1292, 644, 1320]
cmyk-dot [28, 1393, 36, 1401]
headline: ಅಪಘಾತ ವಾಹನ ಸಂಚಾರ; ಮಾಹಿತಿ ನೀಡಲು ಬಂಕ್ ಮಾಲೀಕರಿಗೆ ಡಿಸಿಪಿ ಸೂಚನೆ [26, 383, 244, 415]
cmyk-dot [890, 1393, 898, 1401]
headline: 2.5 ಲಕ್ಷ ರೂ.ಗಿಂತ ಹೆಚ್ಚು ಮೊತ್ತದ ಪಿಎಫ್‌ಗೆ ತೆರಿಗೆ [674, 770, 862, 783]
lead-headline-box [294, 82, 920, 154]
divider [26, 724, 282, 725]
divider [674, 978, 920, 979]
page-number-badge [28, 48, 88, 72]
cmyk-dot [440, 1393, 448, 1401]
headline: ಪ್ರಧಾನಿ ಮೋದಿ ಸಹೋದರರ ಹೆಸರಿನಲ್ಲಿ ಹಣ ಸಂಗ್ರಹ: ಯುವಕನ ಬಂಧನ [299, 519, 413, 556]
column-rule [421, 518, 422, 763]
police-arrest-photo [441, 162, 754, 328]
music-body-left: ಮೈಸೂರು,ಫೆ.2(ಎಸಿ)- ಕರ್ನಾಟಕ ಶಾಸ್ತ್ರೀಯ ಸಂಗೀತದಲ್ಲಿ ತ್ಯಾಗರಾಜರು ಆಧಾರಸ್ತಂಭವಿದ್ದಂತೆ ಎಂದು ಸಂಗೀತ ವಿದ್ವಾಂಸರು ಅಭಿಪ್ರಾಯಪಟ್ಟರು. ನಗರದಲ್ಲಿ ಆಯೋಜಿಸಿದ್ದ ತ್ಯಾಗರಾಜ ಆರಾಧನಾ ಮಹೋತ್ಸವದಲ್ಲಿ ಮಾತನಾಡಿದ ಅವರು, ತ್ಯಾಗರಾಜರ ಕೃತಿಗಳು ಭಕ್ತಿ ಮತ್ತು ಸಂಗೀತದ ಸಂಗಮವಾಗಿವೆ. ಅವರ ಪಂಚರತ್ನ ಕೃತಿಗಳು ಸಂಗೀತ ಲೋಕದ ಅಮೂಲ್ಯ ಸಂಪತ್ತು. ಯುವ ಪೀಳಿಗೆ ತ್ಯಾಗರಾಜರ ಕೃತಿಗಳನ್ನು ಕಲಿಯುವ ಮೂಲಕ ಸಂಗೀತ ಪರಂಪರೆಯನ್ನು ಮುಂದುವರೆಸಬೇಕು ಎಂದರು. ಕಾರ್ಯಕ್ರಮದಲ್ಲಿ ಹಲವು ಕಲಾವಿದರು ಗಾಯನ ಪ್ರಸ್ತುತಪಡಿಸಿದರು. [424, 556, 536, 670]
body: ಮೈಸೂರು, ಫೆ.2(ಎಂಕೆ)- ಆನ್‌ಲೈನ್ ಮೂಲಕ ನಡೆದ ಕೆಪಿಸಿಸಿ ಯುವ ಘಟಕದ ಚುನಾವಣೆ ಮತ್ತು ಮತದಾನದ ಫಲಿತಾಂಶ ಪ್ರಕಟವಾಗದ ಕಾರಣ ಸತತ 3ನೇ ಬಾರಿ ಮುಂದೂಡಲಾಗಿದೆ.ಜ.11 ಮತ್ತು 12ರಂದು ರಾಜ್ಯ ಯುವ ಕಾಂಗ್ರೆಸ್ ಅಧ್ಯಕ್ಷ, ಉಪಾಧ್ಯಕ್ಷ, ಪ್ರಧಾನ ಕಾರ್ಯದರ್ಶಿ ಹಾಗೂ ಜಿಲ್ಲೆಗಳ ಯುವ ಘಟಕದ ಅಧ್ಯಕ್ಷ ಸ್ಥಾನಕ್ಕೆ ಆನ್‌ಲೈನ್ ಮೂಲಕ ಮತದಾನ ನಡೆದಿತ್ತು. ರಾಜ್ಯ ಘಟಕದ ಫಲಿತಾಂಶ ಜ.20 ಸಂಜೆ 6 ಗಂಟೆಗೆ ಪ್ರಕಟವಾಗಬೇಕಿತ್ತು. ನಂತರ ಜ.24ರಂದು ಪ್ರಕಟಿಸಲಾಗುವುದು ಎಂದು ಕಾಂಗ್ರೆಸ್ ವೆಬ್‌ಸೈಟ್‌ನಲ್ಲಿ ತಿಳಿಸಲಾಗಿತ್ತು. ನಂತರ ಜ.29ರ ಸಂಜೆ 6ಕ್ಕೆ ಫಲಿತಾಂಶ ಘೋಷಣೆ ಎಂದು ತಿಳಿಸಲಾಗಿತ್ತು. 2ನೇ ಬಾರಿ ಫಲಿತಾಂಶ ಪ್ರಕಟಣೆ ದಿನಾಂಕವನ್ನು ಮುಂದೂಡಿದ್ದು, ಜ.31ರಂದು ಪ್ರಕಟಿಸಲಾಗುವುದು ಎಂದು ಹೇಳಲಾಗಿತ್ತು. ಫಲಿತಾಂಶ ಪ್ರಕಟವಾಗದೇ ಇರುವುದಕ್ಕೆ ಕಾರ್ಯಕರ್ತರಲ್ಲಿ ಬೇಸರ ವ್ಯಕ್ತವಾಗಿದೆ. [26, 113, 282, 189]
